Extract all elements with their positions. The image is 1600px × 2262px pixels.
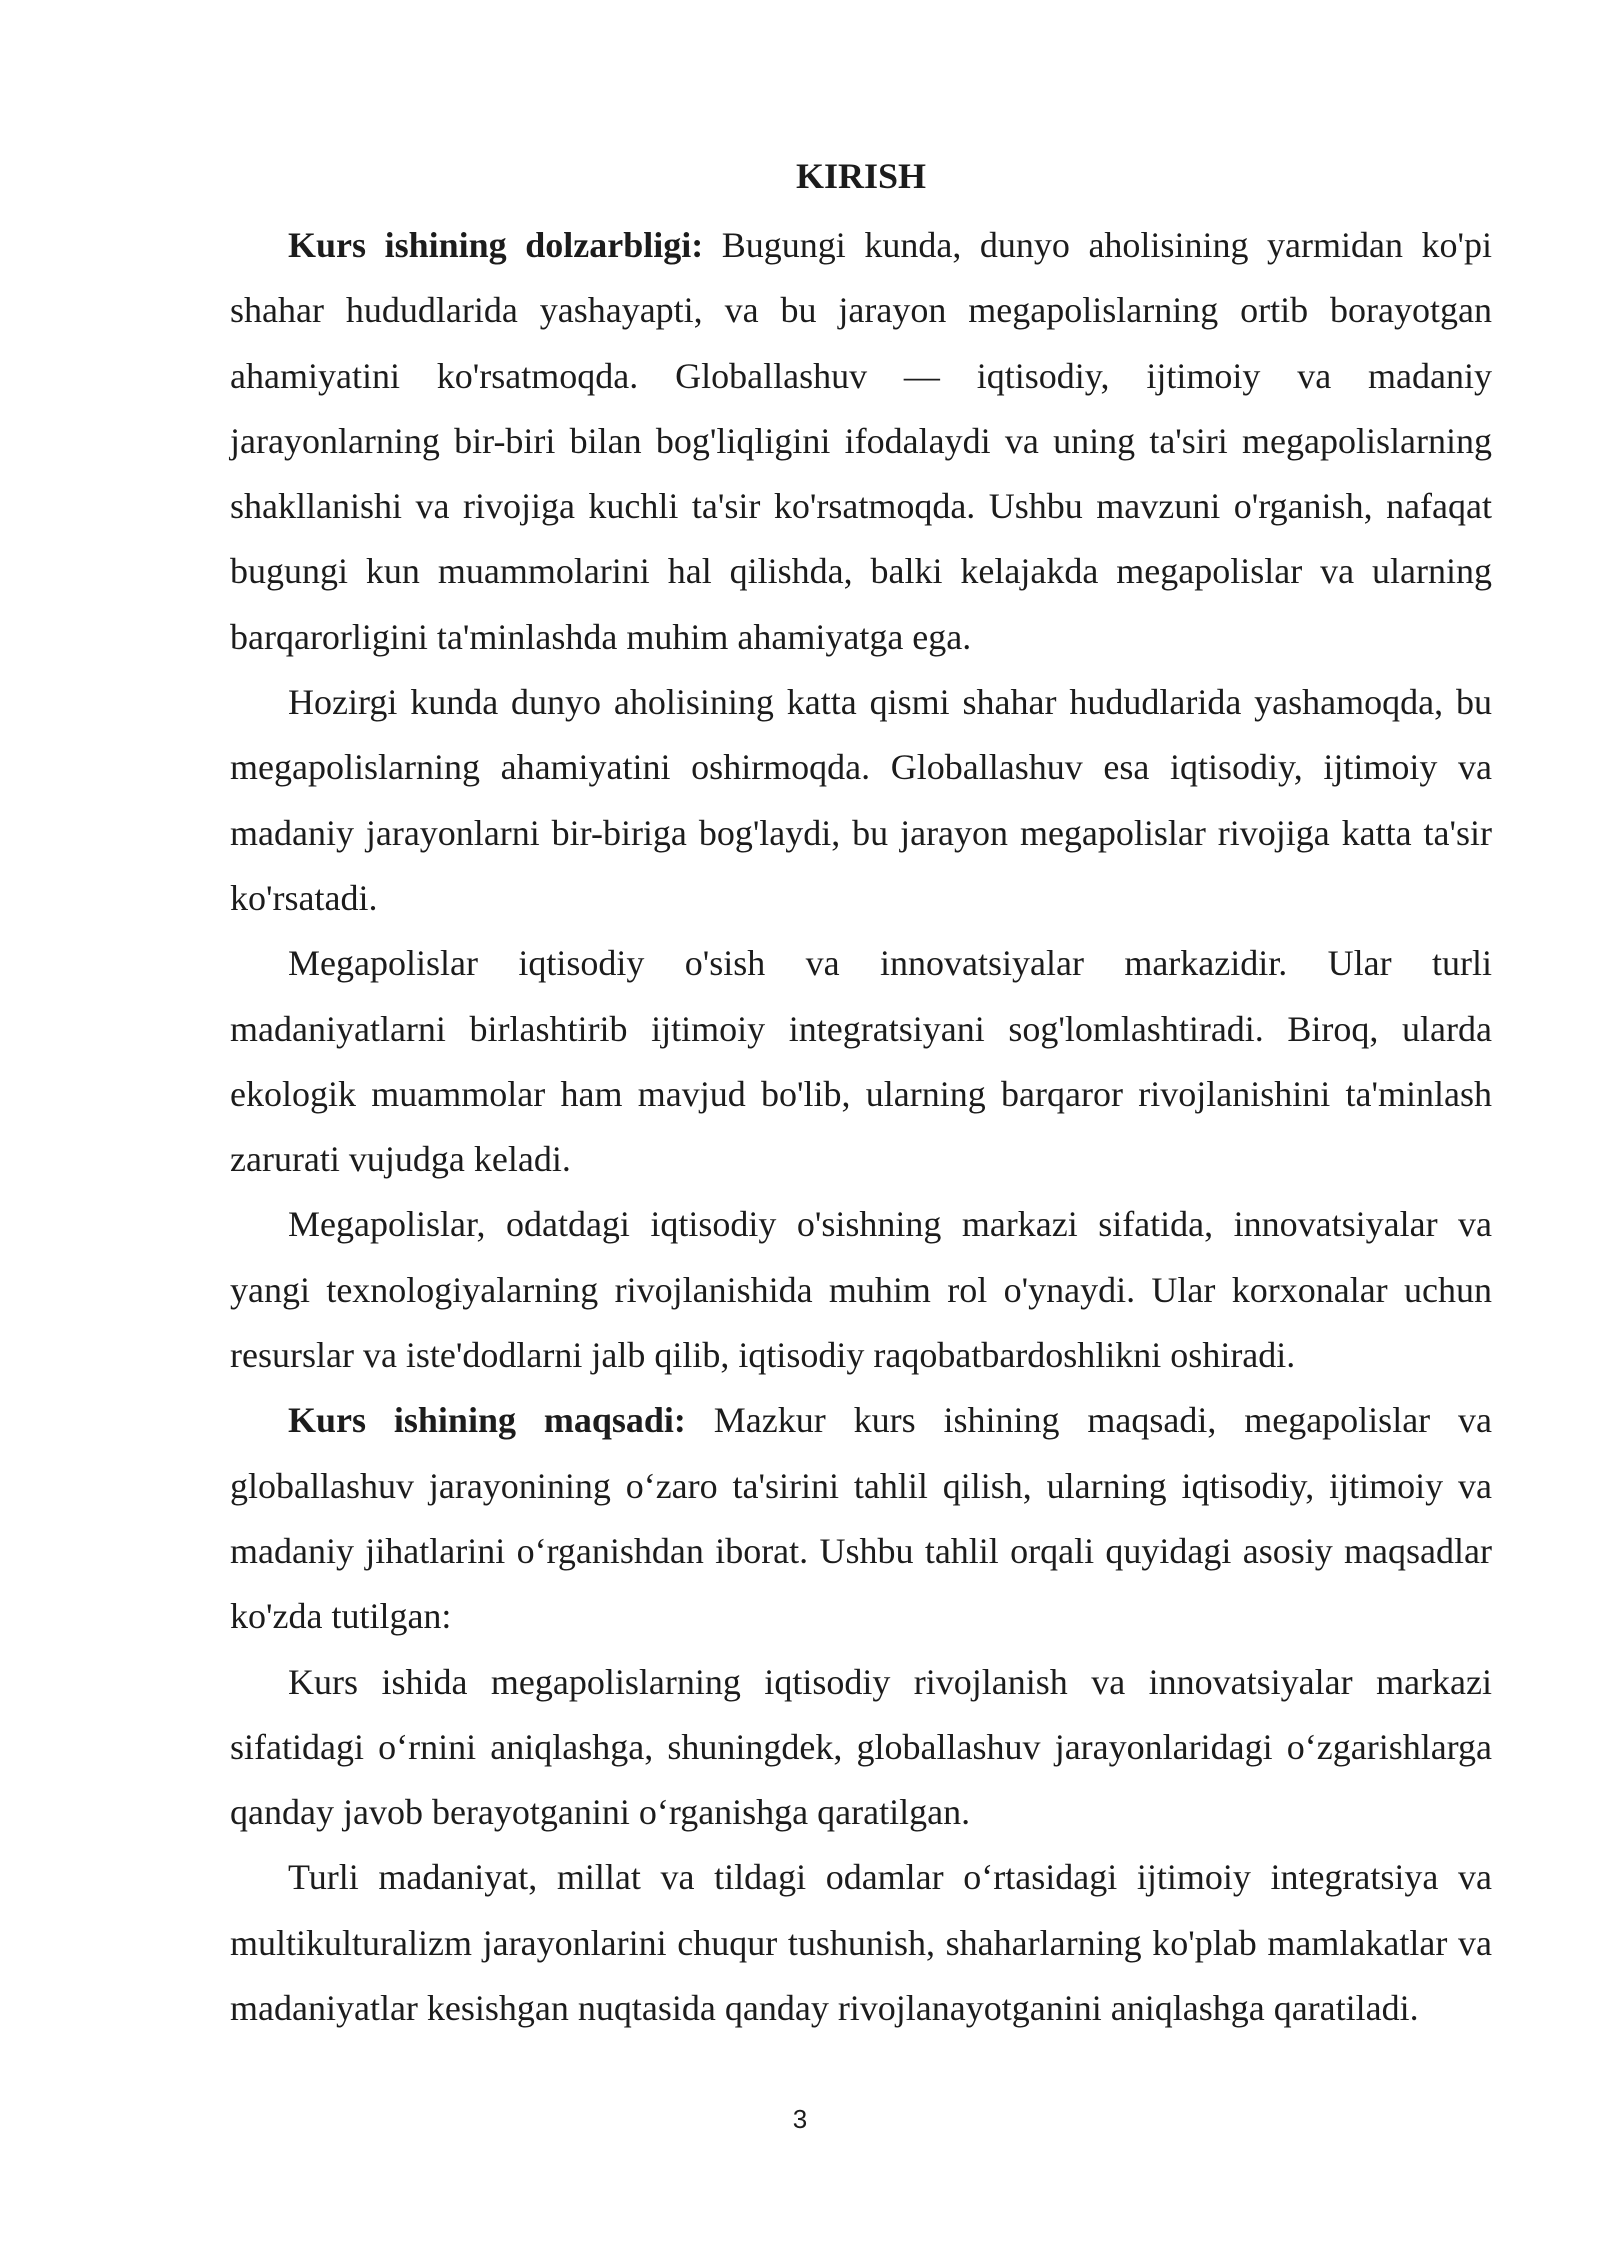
paragraph-text: Megapolislar, odatdagi iqtisodiy o'sishning markazi sifatida, innovatsiyalar va yangi texnologiyalarning rivojlanishida muhim rol o'ynaydi. Ular korxonalar uchun resurslar va iste'dodlarni jalb qilib, iqtisodiy raqobatbardoshlikni oshiradi. — [230, 1204, 1492, 1376]
paragraph-goal — [230, 1388, 1492, 1649]
paragraph — [230, 1192, 1492, 1388]
paragraph — [230, 931, 1492, 1192]
paragraph-relevance — [230, 213, 1492, 670]
paragraph — [230, 1650, 1492, 1846]
paragraph-text: Hozirgi kunda dunyo aholisining katta qismi shahar hududlarida yashamoqda, bu megapolislarning ahamiyatini oshirmoqda. Globallashuv esa iqtisodiy, ijtimoiy va madaniy jarayonlarni bir-biriga bog'laydi, bu jarayon megapolislar rivojiga katta ta'sir ko'rsatadi. — [230, 682, 1492, 918]
page-body — [230, 148, 1492, 2041]
section-title: KIRISH — [795, 156, 927, 196]
paragraph-lead-relevance: Kurs ishining dolzarbligi: — [288, 225, 704, 265]
paragraph-text: Kurs ishida megapolislarning iqtisodiy rivojlanish va innovatsiyalar markazi sifatidagi oʻrnini aniqlashga, shuningdek, globallashuv jarayonlaridagi oʻzgarishlarga qanday javob berayotganini oʻrganishga qaratilgan. — [230, 1661, 1492, 1833]
paragraph-text: Bugungi kunda, dunyo aholisining yarmidan ko'pi shahar hududlarida yashayapti, va bu jarayon megapolislarning ortib borayotgan ahamiyatini ko'rsatmoqda. Globallashuv — iqtisodiy, ijtimoiy va madaniy jarayonlarning bir-biri bilan bog'liqligini ifodalaydi va uning ta'siri megapolislarning shakllanishi va rivojiga kuchli ta'sir ko'rsatmoqda. Ushbu mavzuni o'rganish, nafaqat bugungi kun muammolarini hal qilishda, balki kelajakda megapolislar va ularning barqarorligini ta'minlashda muhim ahamiyatga ega. — [230, 225, 1492, 657]
paragraph — [230, 670, 1492, 931]
paragraph-text: Mazkur kurs ishining maqsadi, megapolislar va globallashuv jarayonining oʻzaro ta'sirini tahlil qilish, ularning iqtisodiy, ijtimoiy va madaniy jihatlarini oʻrganishdan iborat. Ushbu tahlil orqali quyidagi asosiy maqsadlar ko'zda tutilgan: — [230, 1400, 1493, 1637]
paragraph-text: Megapolislar iqtisodiy o'sish va innovatsiyalar markazidir. Ular turli madaniyatlarni birlashtirib ijtimoiy integratsiyani sog'lomlashtiradi. Biroq, ularda ekologik muammolar ham mavjud bo'lib, ularning barqaror rivojlanishini ta'minlash zarurati vujudga keladi. — [230, 943, 1492, 1180]
paragraph-lead-goal: Kurs ishining maqsadi: — [288, 1400, 686, 1441]
paragraph — [230, 1845, 1492, 2041]
paragraph-text: Turli madaniyat, millat va tildagi odamlar oʻrtasidagi ijtimoiy integratsiya va multikulturalizm jarayonlarini chuqur tushunish, shaharlarning ko'plab mamlakatlar va madaniyatlar kesishgan nuqtasida qanday rivojlanayotganini aniqlashga qaratiladi. — [230, 1857, 1492, 2029]
page-number: 3 — [792, 2104, 808, 2134]
